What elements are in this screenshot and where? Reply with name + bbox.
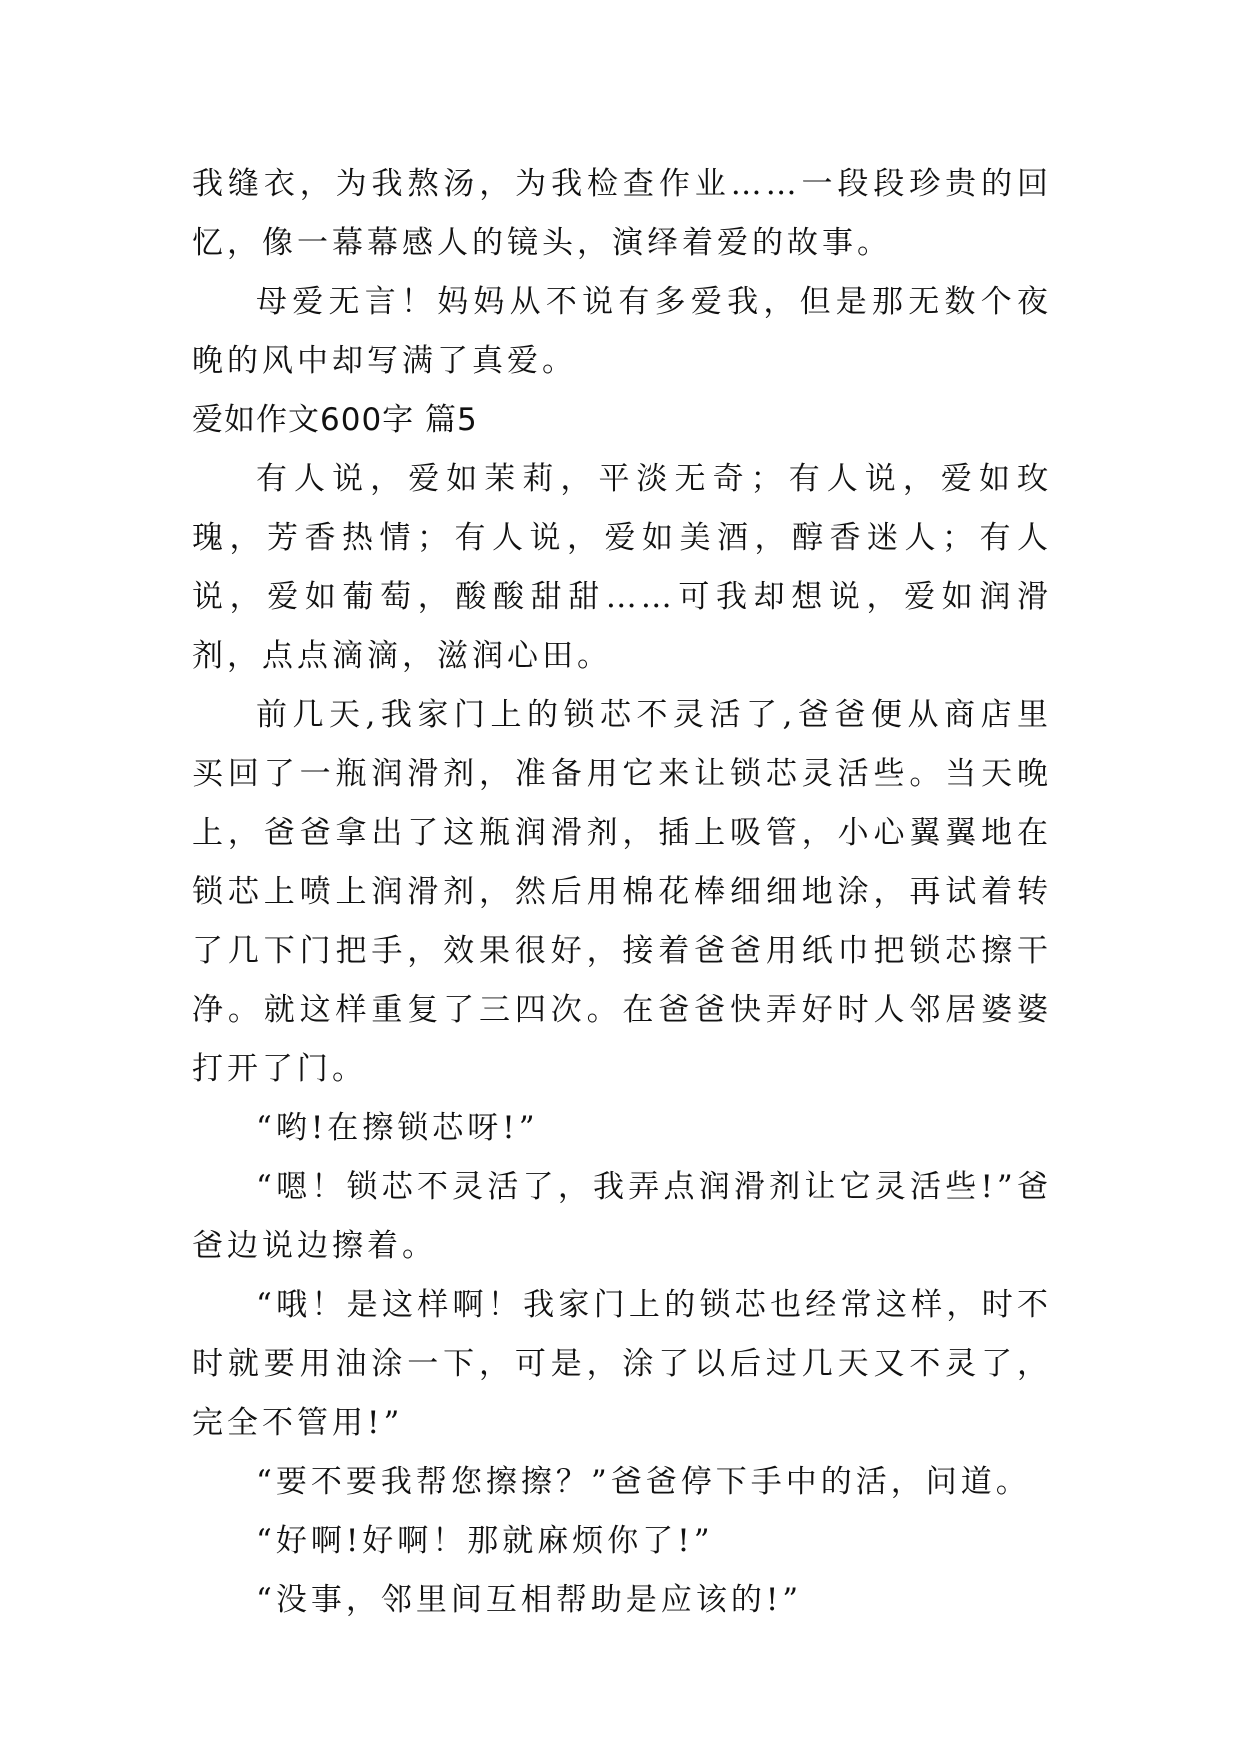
dialogue-line: “哟!在擦锁芯呀!” <box>256 1110 539 1146</box>
paragraph: 我缝衣，为我熬汤，为我检查作业……一段段珍贵的回忆，像一幕幕感人的镜头，演绎着爱的故事。 <box>192 166 1052 261</box>
dialogue-line: “好啊!好啊！那就麻烦你了!” <box>256 1523 714 1559</box>
dialogue-line: “嗯！锁芯不灵活了，我弄点润滑剂让它灵活些!”爸爸边说边擦着。 <box>192 1169 1052 1264</box>
paragraph: 前几天,我家门上的锁芯不灵活了,爸爸便从商店里买回了一瓶润滑剂，准备用它来让锁芯灵活些。当天晚上，爸爸拿出了这瓶润滑剂，插上吸管，小心翼翼地在锁芯上喷上润滑剂，然后用棉花棒细细地涂，再试着转了几下门把手，效果很好，接着爸爸用纸巾把锁芯擦干净。就这样重复了三四次。在爸爸快弄好时人邻居婆婆打开了门。 <box>192 697 1052 1087</box>
dialogue-line: “没事，邻里间互相帮助是应该的!” <box>256 1582 803 1618</box>
dialogue-line: “要不要我帮您擦擦？”爸爸停下手中的活，问道。 <box>256 1464 1031 1500</box>
document-body <box>192 155 1052 1630</box>
section-heading: 爱如作文600字 篇5 <box>192 402 478 438</box>
paragraph: 母爱无言！妈妈从不说有多爱我，但是那无数个夜晚的风中却写满了真爱。 <box>192 284 1052 379</box>
dialogue-line: “哦！是这样啊！我家门上的锁芯也经常这样，时不时就要用油涂一下，可是，涂了以后过几天又不灵了，完全不管用!” <box>192 1287 1052 1441</box>
paragraph: 有人说，爱如茉莉，平淡无奇；有人说，爱如玫瑰，芳香热情；有人说，爱如美酒，醇香迷人；有人说，爱如葡萄，酸酸甜甜……可我却想说，爱如润滑剂，点点滴滴，滋润心田。 <box>192 461 1052 674</box>
